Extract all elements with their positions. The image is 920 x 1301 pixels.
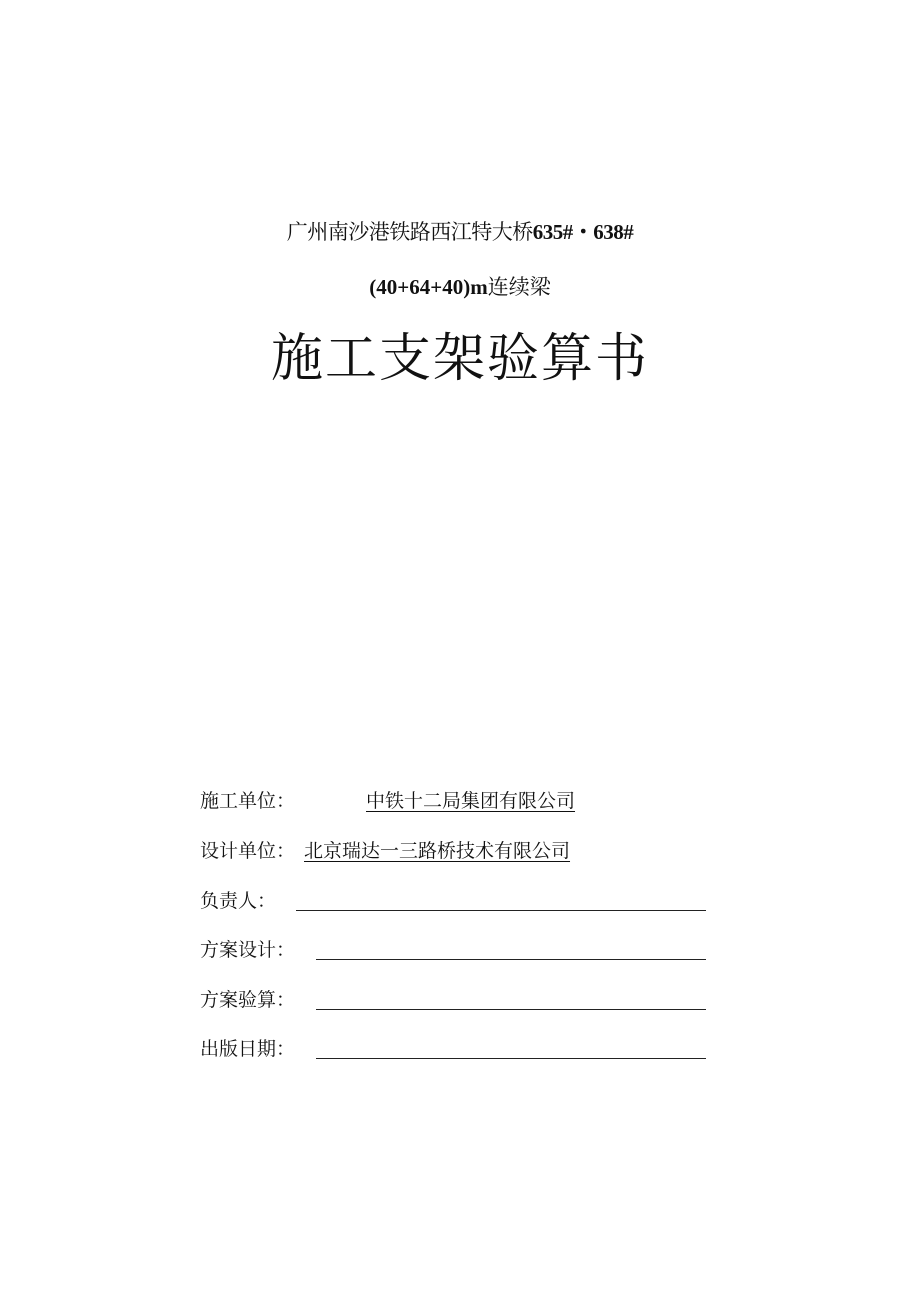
responsible-person-label: 负责人： <box>200 890 277 912</box>
scheme-design-row <box>200 935 706 965</box>
responsible-person-row <box>200 886 706 916</box>
scheme-check-row <box>200 985 706 1015</box>
responsible-person-blank-line <box>296 910 706 911</box>
scheme-check-label: 方案验算： <box>200 989 296 1011</box>
publish-date-label: 出版日期： <box>200 1038 296 1060</box>
construction-unit-value: 中铁十二局集团有限公司 <box>366 790 576 812</box>
publish-date-row <box>200 1034 706 1064</box>
scheme-check-blank-line <box>316 1009 706 1010</box>
publish-date-blank-line <box>316 1058 706 1059</box>
beam-type: 连续梁 <box>487 275 551 299</box>
project-name: 广州南沙港铁路西江特大桥 <box>286 220 533 244</box>
design-unit-value: 北京瑞达一三路桥技术有限公司 <box>304 840 571 862</box>
design-unit-row <box>200 836 620 866</box>
construction-unit-label: 施工单位： <box>200 790 296 812</box>
project-title-line-2 <box>0 271 920 301</box>
document-main-title: 施工支架验算书 <box>270 329 649 389</box>
span-configuration: (40+64+40)m <box>369 275 488 299</box>
project-title-line-1 <box>0 216 920 246</box>
scheme-design-blank-line <box>316 959 706 960</box>
pier-range: 635#・638# <box>532 220 634 244</box>
design-unit-label: 设计单位： <box>200 840 296 862</box>
construction-unit-row <box>200 786 620 816</box>
scheme-design-label: 方案设计： <box>200 939 296 961</box>
